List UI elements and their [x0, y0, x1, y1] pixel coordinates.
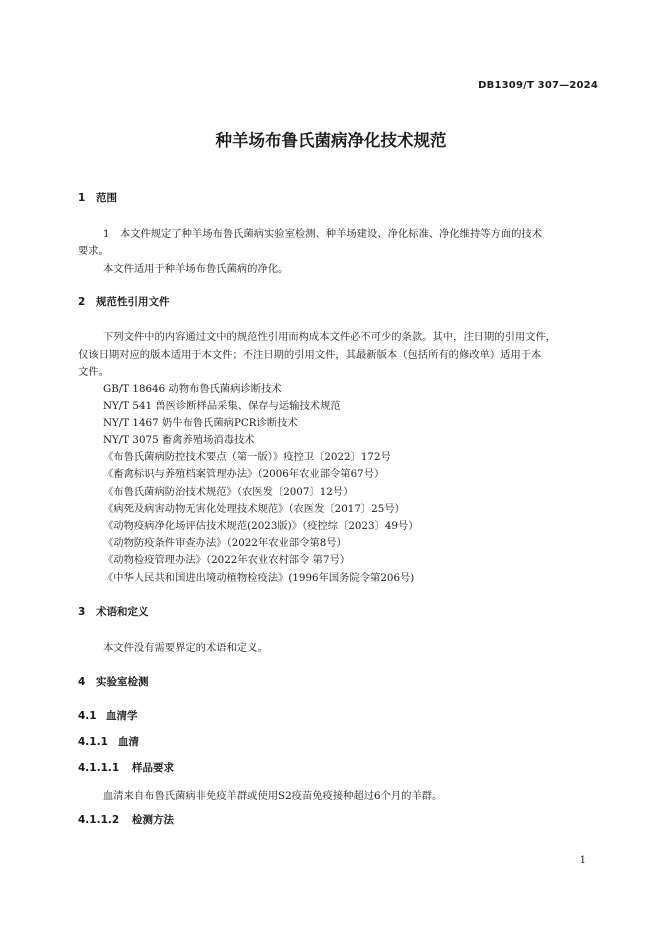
section-2-heading [78, 294, 170, 309]
section-title: 范围 [96, 192, 117, 204]
section-title: 血清学 [106, 710, 138, 722]
paragraph-line: 1 本文件规定了种羊场布鲁氏菌病实验室检测、种羊场建设、净化标准、净化维持等方面的技术 [103, 228, 543, 240]
section-4-1-1-1-heading [78, 760, 174, 775]
section-number: 4 [78, 676, 86, 688]
section-number: 4.1 [78, 710, 97, 722]
reference-item: NY/T 3075 畜禽养殖场消毒技术 [103, 434, 255, 446]
reference-item: 《病死及病害动物无害化处理技术规范》（农医发〔2017〕25号） [103, 503, 405, 515]
section-number: 4.1.1.2 [78, 814, 120, 826]
section-3-heading [78, 604, 149, 619]
reference-item: 《畜禽标识与养殖档案管理办法》（2006年农业部令第67号） [103, 468, 385, 480]
reference-item: 《动物疫病净化场评估技术规范(2023版)》（疫控综〔2023〕49号） [103, 520, 419, 532]
section-title: 术语和定义 [96, 606, 149, 618]
section-4-1-1-2-heading [78, 812, 174, 827]
section-4-1-1-heading [78, 734, 139, 749]
section-number: 1 [78, 192, 86, 204]
section-1-heading [78, 190, 117, 205]
section-number: 2 [78, 296, 86, 308]
reference-item: 《布鲁氏菌病防治技术规范》（农医发〔2007〕12号） [103, 486, 354, 498]
reference-item: NY/T 541 兽医诊断样品采集、保存与运输技术规范 [103, 400, 341, 412]
paragraph-line: 文件。 [78, 366, 109, 378]
standard-id: DB1309/T 307—2024 [478, 80, 598, 91]
section-number: 4.1.1 [78, 736, 108, 748]
reference-item: NY/T 1467 奶牛布鲁氏菌病PCR诊断技术 [103, 417, 298, 429]
reference-item: 《动物防疫条件审查办法》（2022年农业部令第8号） [103, 537, 347, 549]
section-title: 规范性引用文件 [96, 296, 170, 308]
section-number: 3 [78, 606, 86, 618]
reference-item: 《布鲁氏菌病防控技术要点（第一版）》疫控卫〔2022〕172号 [103, 451, 391, 463]
paragraph-line: 要求。 [78, 245, 109, 257]
reference-item: 《中华人民共和国进出境动植物检疫法》(1996年国务院令第206号) [103, 572, 415, 584]
section-title: 实验室检测 [96, 676, 149, 688]
paragraph-line: 仅该日期对应的版本适用于本文件；不注日期的引用文件，其最新版本（包括所有的修改单）适用于本 [78, 349, 542, 361]
section-title: 血清 [118, 736, 139, 748]
reference-item: 《动物检疫管理办法》（2022年农业农村部令 第7号） [103, 554, 351, 566]
section-4-1-heading [78, 708, 138, 723]
section-number: 4.1.1.1 [78, 762, 120, 774]
reference-item: GB/T 18646 动物布鲁氏菌病诊断技术 [103, 383, 282, 395]
section-title: 检测方法 [132, 814, 174, 826]
paragraph: 本文件没有需要界定的术语和定义。 [103, 642, 268, 654]
section-title: 样品要求 [132, 762, 174, 774]
paragraph: 血清来自布鲁氏菌病非免疫羊群或使用S2疫苗免疫接种超过6个月的羊群。 [103, 790, 443, 802]
page-number: 1 [579, 855, 586, 866]
section-4-heading [78, 674, 149, 689]
paragraph: 本文件适用于种羊场布鲁氏菌病的净化。 [103, 263, 289, 275]
paragraph-line: 下列文件中的内容通过文中的规范性引用而构成本文件必不可少的条款。其中，注日期的引用文件， [103, 331, 557, 343]
document-title: 种羊场布鲁氏菌病净化技术规范 [215, 131, 447, 150]
